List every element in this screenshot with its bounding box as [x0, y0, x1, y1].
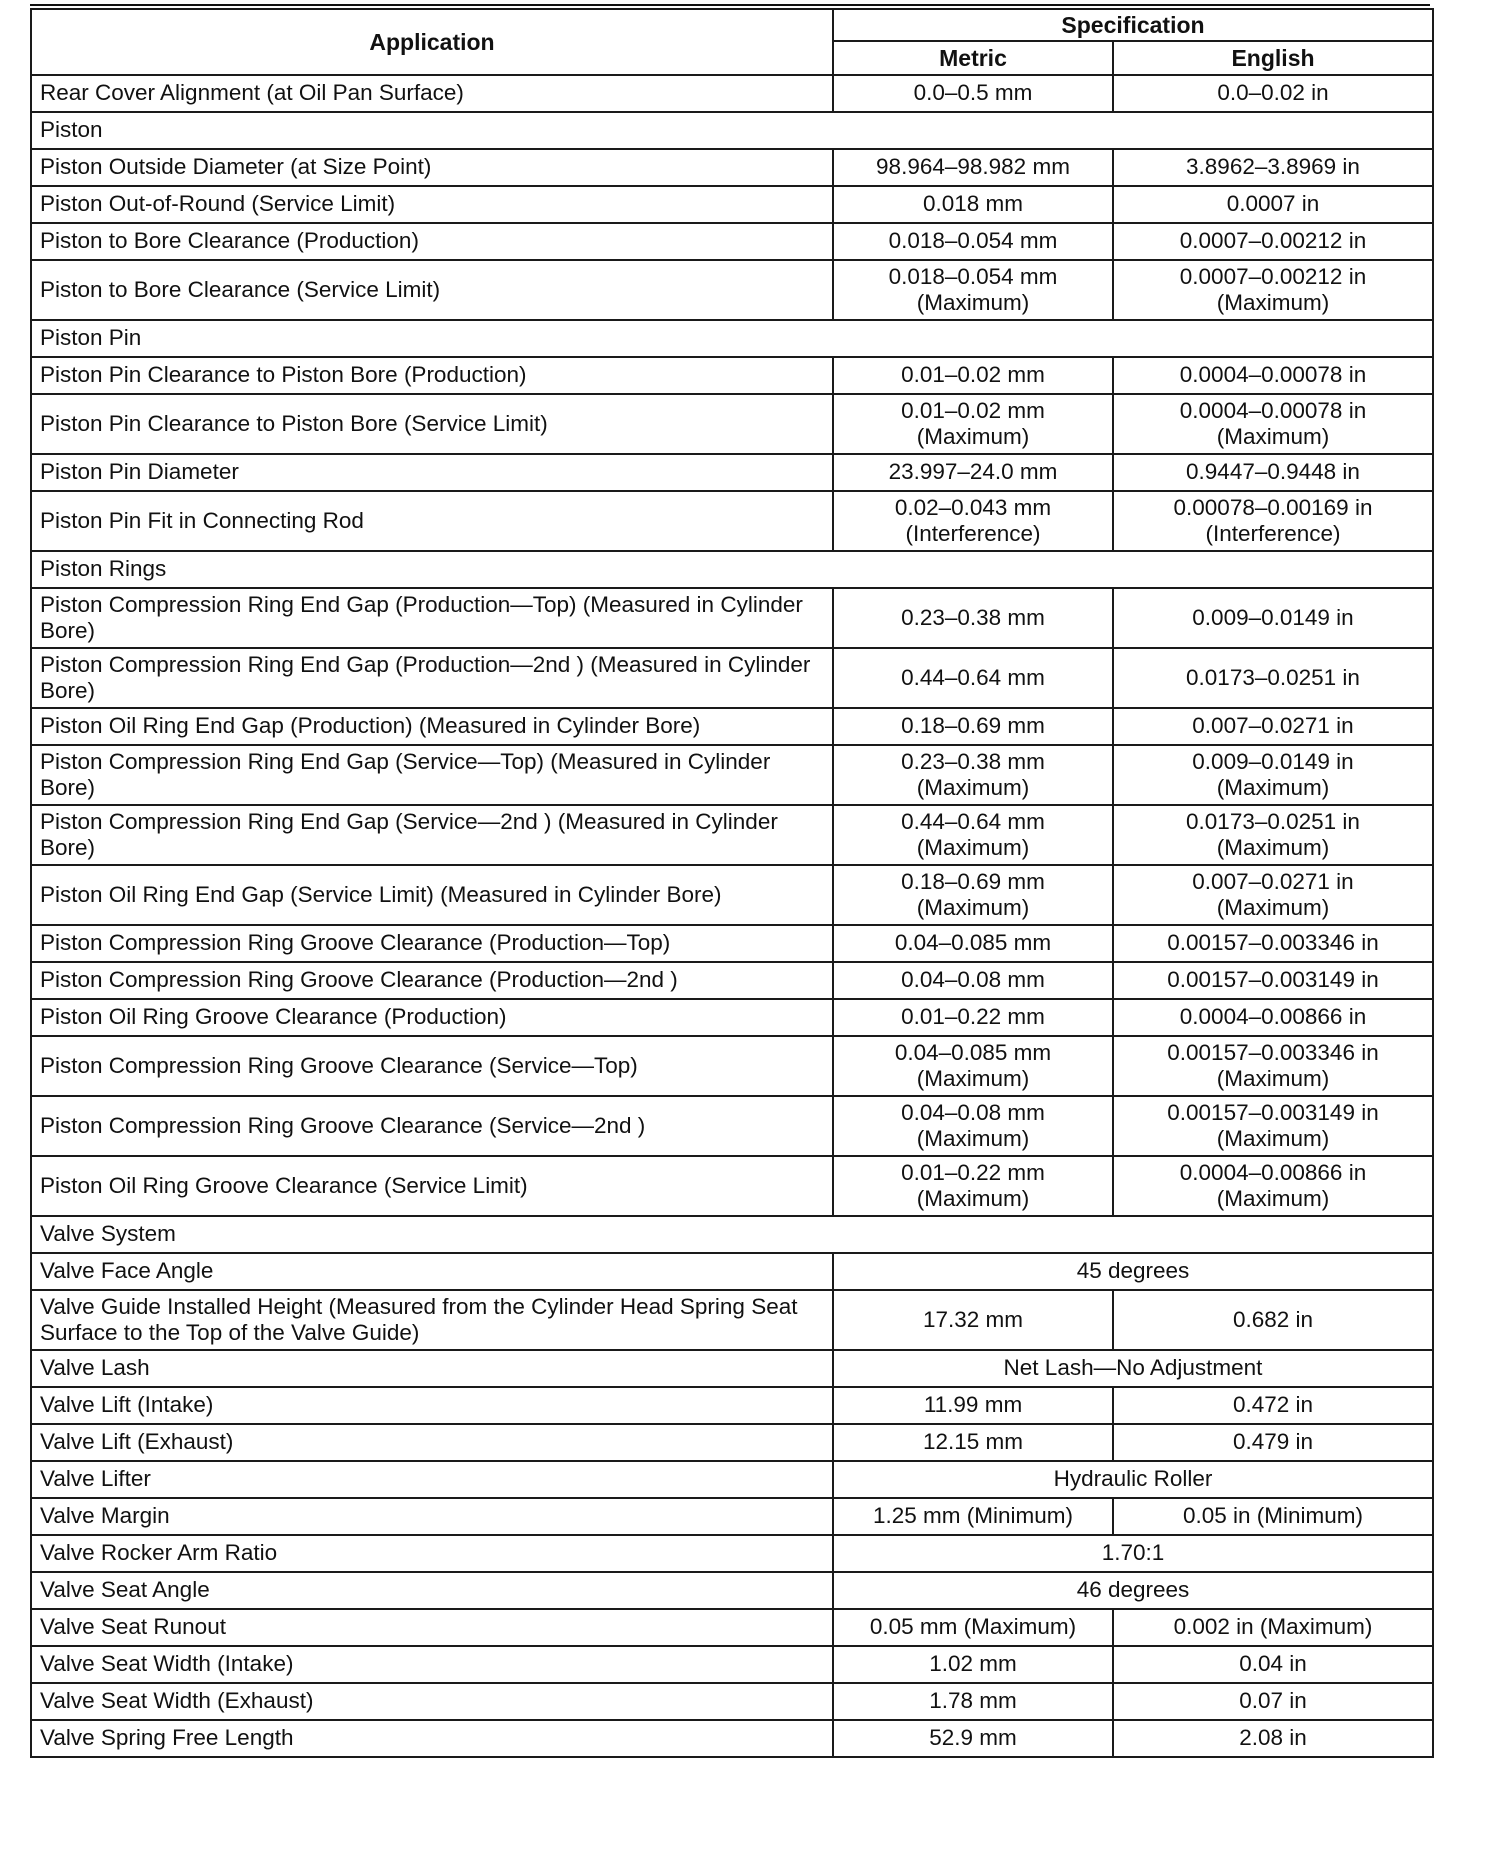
application-cell: Valve Seat Width (Exhaust): [31, 1683, 833, 1720]
application-cell: Piston Compression Ring End Gap (Service—2nd ) (Measured in Cylinder Bore): [31, 805, 833, 865]
table-row: [31, 75, 1433, 112]
metric-cell: [833, 394, 1113, 454]
combined-spec-cell: Net Lash—No Adjustment: [833, 1350, 1433, 1387]
english-value: 0.0004–0.00866 in: [1179, 1004, 1367, 1030]
metric-cell: [833, 648, 1113, 708]
table-row: [31, 1461, 1433, 1498]
metric-cell: [833, 260, 1113, 320]
section-row: [31, 1216, 1433, 1253]
header-metric: Metric: [833, 41, 1113, 75]
english-qualifier: (Maximum): [1216, 424, 1330, 449]
english-value: 0.472 in: [1232, 1392, 1314, 1418]
metric-cell: [833, 1036, 1113, 1096]
english-qualifier: (Interference): [1205, 521, 1341, 546]
english-qualifier: (Maximum): [1216, 835, 1330, 860]
english-cell: [1113, 1424, 1433, 1461]
english-cell: [1113, 1387, 1433, 1424]
english-cell: [1113, 357, 1433, 394]
metric-qualifier: (Maximum): [916, 835, 1030, 860]
application-cell: Valve Rocker Arm Ratio: [31, 1535, 833, 1572]
application-cell: Piston Compression Ring Groove Clearance (Service—Top): [31, 1036, 833, 1096]
table-row: [31, 745, 1433, 805]
table-row: [31, 708, 1433, 745]
application-cell: Valve Lash: [31, 1350, 833, 1387]
metric-cell: [833, 186, 1113, 223]
metric-cell: [833, 588, 1113, 648]
metric-value: 0.44–0.64 mm: [901, 808, 1045, 834]
english-cell: [1113, 186, 1433, 223]
section-label: Valve System: [31, 1216, 1433, 1253]
metric-cell: [833, 1387, 1113, 1424]
section-row: [31, 320, 1433, 357]
application-cell: Valve Lift (Intake): [31, 1387, 833, 1424]
metric-value: 98.964–98.982 mm: [876, 154, 1070, 180]
combined-spec-cell: 46 degrees: [833, 1572, 1433, 1609]
metric-qualifier: (Maximum): [916, 1126, 1030, 1151]
table-body: [31, 75, 1433, 1757]
application-cell: Valve Face Angle: [31, 1253, 833, 1290]
english-cell: [1113, 223, 1433, 260]
metric-cell: [833, 1156, 1113, 1216]
english-value: 0.0–0.02 in: [1217, 80, 1329, 106]
application-cell: Piston Oil Ring End Gap (Production) (Measured in Cylinder Bore): [31, 708, 833, 745]
table-row: [31, 1036, 1433, 1096]
table-row: [31, 1290, 1433, 1350]
metric-cell: [833, 1683, 1113, 1720]
metric-value: 0.04–0.085 mm: [894, 930, 1052, 956]
application-cell: Piston Out-of-Round (Service Limit): [31, 186, 833, 223]
english-cell: [1113, 865, 1433, 925]
table-row: [31, 962, 1433, 999]
table-row: [31, 648, 1433, 708]
application-cell: Valve Seat Runout: [31, 1609, 833, 1646]
english-cell: [1113, 745, 1433, 805]
metric-value: 0.18–0.69 mm: [901, 868, 1045, 894]
metric-cell: [833, 223, 1113, 260]
english-cell: [1113, 1720, 1433, 1757]
combined-spec-cell: 45 degrees: [833, 1253, 1433, 1290]
application-cell: Piston Compression Ring Groove Clearance (Service—2nd ): [31, 1096, 833, 1156]
application-cell: Piston Pin Diameter: [31, 454, 833, 491]
metric-value: 0.44–0.64 mm: [901, 664, 1045, 690]
english-value: 0.00157–0.003346 in: [1167, 930, 1379, 956]
section-label: Piston Rings: [31, 551, 1433, 588]
table-row: [31, 357, 1433, 394]
table-row: [31, 1498, 1433, 1535]
metric-value: 0.04–0.085 mm: [894, 1039, 1052, 1065]
table-row: [31, 865, 1433, 925]
metric-qualifier: (Maximum): [916, 424, 1030, 449]
english-cell: [1113, 1498, 1433, 1535]
application-cell: Piston Pin Clearance to Piston Bore (Service Limit): [31, 394, 833, 454]
english-cell: [1113, 588, 1433, 648]
english-value: 0.0004–0.00078 in: [1179, 397, 1367, 423]
application-cell: Piston Pin Fit in Connecting Rod: [31, 491, 833, 551]
metric-cell: [833, 454, 1113, 491]
table-row: [31, 1424, 1433, 1461]
metric-value: 52.9 mm: [929, 1725, 1017, 1751]
english-cell: [1113, 394, 1433, 454]
application-cell: Valve Lift (Exhaust): [31, 1424, 833, 1461]
section-row: [31, 551, 1433, 588]
metric-qualifier: (Maximum): [916, 895, 1030, 920]
metric-value: 0.23–0.38 mm: [901, 604, 1045, 630]
metric-value: 12.15 mm: [922, 1429, 1024, 1455]
table-row: [31, 999, 1433, 1036]
table-row: [31, 454, 1433, 491]
metric-value: 0.04–0.08 mm: [901, 1099, 1045, 1125]
english-cell: [1113, 1646, 1433, 1683]
metric-cell: [833, 925, 1113, 962]
english-value: 0.0173–0.0251 in: [1186, 664, 1360, 690]
table-header: [31, 9, 1433, 75]
application-cell: Piston Compression Ring Groove Clearance (Production—Top): [31, 925, 833, 962]
english-cell: [1113, 805, 1433, 865]
application-cell: Valve Lifter: [31, 1461, 833, 1498]
english-value: 0.00078–0.00169 in: [1173, 494, 1373, 520]
metric-value: 23.997–24.0 mm: [888, 459, 1058, 485]
metric-value: 0.02–0.043 mm: [894, 494, 1052, 520]
table-row: [31, 1350, 1433, 1387]
metric-value: 0.04–0.08 mm: [901, 967, 1045, 993]
english-qualifier: (Maximum): [1216, 1186, 1330, 1211]
metric-value: 17.32 mm: [922, 1306, 1024, 1332]
metric-cell: [833, 1720, 1113, 1757]
application-cell: Piston Pin Clearance to Piston Bore (Production): [31, 357, 833, 394]
combined-spec-cell: 1.70:1: [833, 1535, 1433, 1572]
application-cell: Valve Guide Installed Height (Measured from the Cylinder Head Spring Seat Surface to the Top of the Valve Guide): [31, 1290, 833, 1350]
english-value: 0.0007–0.00212 in: [1179, 263, 1367, 289]
english-cell: [1113, 75, 1433, 112]
application-cell: Valve Margin: [31, 1498, 833, 1535]
metric-cell: [833, 745, 1113, 805]
metric-cell: [833, 805, 1113, 865]
english-cell: [1113, 491, 1433, 551]
table-row: [31, 925, 1433, 962]
metric-value: 0.018–0.054 mm: [888, 228, 1058, 254]
metric-cell: [833, 1646, 1113, 1683]
english-cell: [1113, 1683, 1433, 1720]
metric-cell: [833, 1424, 1113, 1461]
table-row: [31, 1096, 1433, 1156]
metric-value: 1.78 mm: [929, 1688, 1017, 1714]
english-value: 0.0004–0.00078 in: [1179, 362, 1367, 388]
english-value: 0.04 in: [1239, 1651, 1307, 1677]
english-qualifier: (Maximum): [1216, 290, 1330, 315]
table-row: [31, 491, 1433, 551]
english-value: 0.007–0.0271 in: [1192, 713, 1354, 739]
english-value: 0.00157–0.003149 in: [1167, 967, 1379, 993]
metric-cell: [833, 357, 1113, 394]
table-row: [31, 805, 1433, 865]
english-cell: [1113, 1290, 1433, 1350]
english-cell: [1113, 454, 1433, 491]
english-cell: [1113, 1609, 1433, 1646]
metric-cell: [833, 1609, 1113, 1646]
english-value: 0.009–0.0149 in: [1192, 748, 1354, 774]
table-row: [31, 1387, 1433, 1424]
english-cell: [1113, 1096, 1433, 1156]
english-cell: [1113, 962, 1433, 999]
metric-value: 1.25 mm (Minimum): [872, 1503, 1074, 1529]
section-label: Piston Pin: [31, 320, 1433, 357]
metric-cell: [833, 1290, 1113, 1350]
table-row: [31, 1646, 1433, 1683]
english-value: 0.05 in (Minimum): [1182, 1503, 1364, 1529]
english-value: 0.0004–0.00866 in: [1179, 1159, 1367, 1185]
english-value: 0.682 in: [1232, 1306, 1314, 1332]
metric-value: 0.018–0.054 mm: [888, 263, 1058, 289]
english-cell: [1113, 708, 1433, 745]
metric-value: 0.018 mm: [922, 191, 1024, 217]
english-value: 0.0007 in: [1226, 191, 1320, 217]
metric-cell: [833, 149, 1113, 186]
metric-value: 0.05 mm (Maximum): [869, 1614, 1077, 1640]
metric-value: 1.02 mm: [929, 1651, 1017, 1677]
english-value: 0.007–0.0271 in: [1192, 868, 1354, 894]
header-english: English: [1113, 41, 1433, 75]
metric-cell: [833, 75, 1113, 112]
table-row: [31, 588, 1433, 648]
metric-value: 11.99 mm: [923, 1392, 1023, 1418]
metric-value: 0.01–0.02 mm: [901, 362, 1045, 388]
metric-cell: [833, 708, 1113, 745]
english-cell: [1113, 149, 1433, 186]
english-value: 0.07 in: [1239, 1688, 1307, 1714]
table-row: [31, 1720, 1433, 1757]
application-cell: Piston to Bore Clearance (Service Limit): [31, 260, 833, 320]
cropped-title-edge: [30, 0, 1430, 6]
table-row: [31, 394, 1433, 454]
metric-cell: [833, 962, 1113, 999]
english-cell: [1113, 260, 1433, 320]
table-row: [31, 1609, 1433, 1646]
english-cell: [1113, 1036, 1433, 1096]
metric-value: 0.23–0.38 mm: [901, 748, 1045, 774]
english-cell: [1113, 648, 1433, 708]
table-row: [31, 223, 1433, 260]
english-value: 2.08 in: [1239, 1725, 1307, 1751]
english-value: 0.009–0.0149 in: [1192, 604, 1354, 630]
table-row: [31, 1683, 1433, 1720]
metric-qualifier: (Maximum): [916, 1066, 1030, 1091]
metric-qualifier: (Maximum): [916, 1186, 1030, 1211]
metric-value: 0.0–0.5 mm: [913, 80, 1033, 106]
section-row: [31, 112, 1433, 149]
metric-value: 0.01–0.22 mm: [901, 1159, 1045, 1185]
application-cell: Piston Compression Ring End Gap (Service—Top) (Measured in Cylinder Bore): [31, 745, 833, 805]
english-value: 3.8962–3.8969 in: [1186, 154, 1360, 180]
metric-qualifier: (Interference): [905, 521, 1041, 546]
english-value: 0.479 in: [1232, 1429, 1314, 1455]
combined-spec-cell: Hydraulic Roller: [833, 1461, 1433, 1498]
application-cell: Piston Oil Ring Groove Clearance (Service Limit): [31, 1156, 833, 1216]
english-qualifier: (Maximum): [1216, 895, 1330, 920]
header-application: Application: [31, 9, 833, 75]
metric-cell: [833, 1498, 1113, 1535]
table-row: [31, 186, 1433, 223]
header-specification: Specification: [833, 9, 1433, 41]
application-cell: Rear Cover Alignment (at Oil Pan Surface): [31, 75, 833, 112]
section-label: Piston: [31, 112, 1433, 149]
metric-cell: [833, 491, 1113, 551]
application-cell: Piston Oil Ring End Gap (Service Limit) (Measured in Cylinder Bore): [31, 865, 833, 925]
application-cell: Piston to Bore Clearance (Production): [31, 223, 833, 260]
metric-value: 0.01–0.02 mm: [901, 397, 1045, 423]
table-row: [31, 1156, 1433, 1216]
english-value: 0.9447–0.9448 in: [1186, 459, 1360, 485]
english-value: 0.00157–0.003346 in: [1167, 1039, 1379, 1065]
engine-specification-table: [30, 8, 1434, 1758]
metric-qualifier: (Maximum): [916, 290, 1030, 315]
application-cell: Valve Seat Angle: [31, 1572, 833, 1609]
application-cell: Piston Compression Ring End Gap (Production—2nd ) (Measured in Cylinder Bore): [31, 648, 833, 708]
application-cell: Valve Seat Width (Intake): [31, 1646, 833, 1683]
metric-value: 0.01–0.22 mm: [901, 1004, 1045, 1030]
table-row: [31, 149, 1433, 186]
table-row: [31, 1535, 1433, 1572]
metric-cell: [833, 1096, 1113, 1156]
english-cell: [1113, 925, 1433, 962]
english-value: 0.0173–0.0251 in: [1186, 808, 1360, 834]
metric-value: 0.18–0.69 mm: [901, 713, 1045, 739]
english-value: 0.0007–0.00212 in: [1179, 228, 1367, 254]
english-cell: [1113, 1156, 1433, 1216]
application-cell: Piston Compression Ring Groove Clearance (Production—2nd ): [31, 962, 833, 999]
english-value: 0.002 in (Maximum): [1173, 1614, 1373, 1640]
metric-cell: [833, 999, 1113, 1036]
table-row: [31, 1253, 1433, 1290]
application-cell: Piston Compression Ring End Gap (Production—Top) (Measured in Cylinder Bore): [31, 588, 833, 648]
english-cell: [1113, 999, 1433, 1036]
metric-qualifier: (Maximum): [916, 775, 1030, 800]
metric-cell: [833, 865, 1113, 925]
application-cell: Valve Spring Free Length: [31, 1720, 833, 1757]
english-qualifier: (Maximum): [1216, 1066, 1330, 1091]
english-qualifier: (Maximum): [1216, 775, 1330, 800]
application-cell: Piston Oil Ring Groove Clearance (Production): [31, 999, 833, 1036]
table-row: [31, 260, 1433, 320]
application-cell: Piston Outside Diameter (at Size Point): [31, 149, 833, 186]
english-qualifier: (Maximum): [1216, 1126, 1330, 1151]
table-row: [31, 1572, 1433, 1609]
english-value: 0.00157–0.003149 in: [1167, 1099, 1379, 1125]
